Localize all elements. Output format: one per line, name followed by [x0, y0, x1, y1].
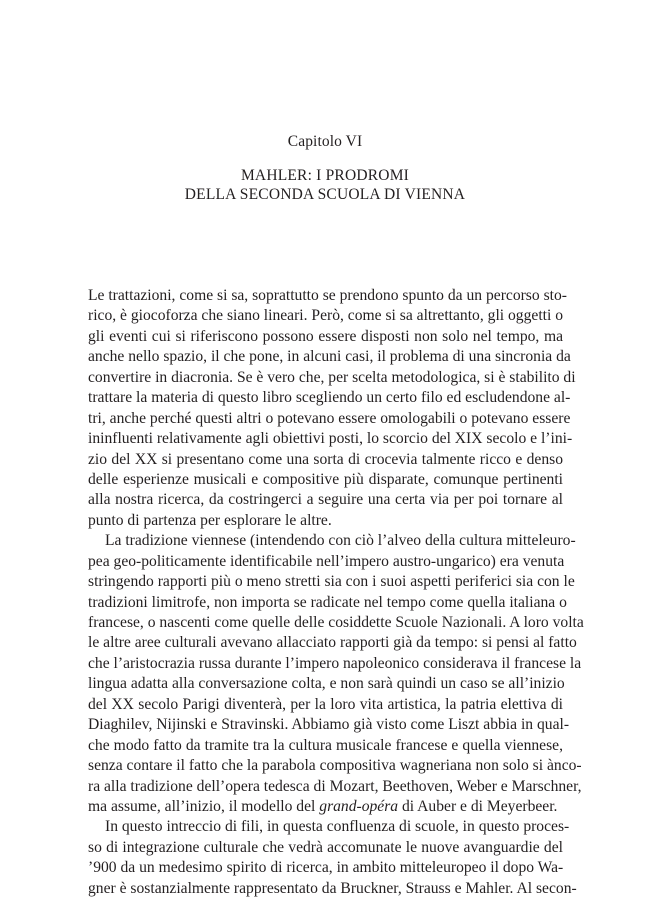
- text-line: ininfluenti relativamente agli obiettivi posti, lo scorcio del XIX secolo e l’ini-: [88, 430, 573, 448]
- text-line: La tradizione viennese (intendendo con ciò l’alveo della cultura mitteleuro-: [105, 532, 576, 550]
- chapter-title-line: MAHLER: I PRODROMI: [240, 167, 410, 184]
- text-line: anche nello spazio, il che pone, in alcuni casi, il problema di una sincronia da: [88, 348, 571, 366]
- text-line: convertire in diacronia. Se è vero che, per scelta metodologica, si è stabilito di: [88, 368, 576, 386]
- text-line: Diaghilev, Nijinski e Stravinski. Abbiamo già visto come Liszt abbia in qual-: [88, 716, 570, 734]
- text-line: so di integrazione culturale che vedrà accomunate le nuove avanguardie del: [88, 838, 563, 856]
- text-line: zio del XX si presentano come una sorta di crocevia talmente ricco e denso: [88, 450, 563, 468]
- text-line: punto di partenza per esplorare le altre.: [88, 511, 332, 529]
- text-line: gner è sostanzialmente rappresentato da Bruckner, Strauss e Mahler. Al secon-: [88, 879, 577, 897]
- text-line: tri, anche perché questi altri o potevano essere omologabili o potevano essere: [88, 409, 571, 427]
- text-line: [88, 797, 563, 817]
- chapter-title-line: DELLA SECONDA SCUOLA DI VIENNA: [184, 186, 466, 203]
- text-line: che modo fatto da tramite tra la cultura musicale francese e quella viennese,: [88, 736, 563, 754]
- text-line: francese, o nascenti come quelle delle cosiddette Scuole Nazionali. A loro volta: [88, 614, 584, 631]
- text-segment: di Auber e di Meyerbeer.: [398, 797, 558, 815]
- text-line: alla nostra ricerca, da costringerci a seguire una certa via per poi tornare al: [88, 491, 563, 509]
- text-line: stringendo rapporti più o meno stretti sia con i suoi aspetti periferici sia con le: [88, 573, 575, 591]
- text-line: gli eventi cui si riferiscono possono essere disposti non solo nel tempo, ma: [88, 327, 563, 345]
- text-line: In questo intreccio di fili, in questa confluenza di scuole, in questo proces-: [105, 818, 570, 836]
- text-line: tradizioni limitrofe, non importa se radicate nel tempo come quella italiana o: [88, 593, 567, 611]
- text-line: ra alla tradizione dell’opera tedesca di Mozart, Beethoven, Weber e Marschner,: [88, 777, 582, 795]
- text-line: ’900 da un medesimo spirito di ricerca, in ambito mitteleuropeo il dopo Wa-: [88, 859, 564, 877]
- italic-term: grand-opéra: [319, 797, 399, 815]
- body-text: [88, 286, 584, 899]
- chapter-number: Capitolo VI: [287, 133, 363, 150]
- text-line: del XX secolo Parigi diventerà, per la loro vita artistica, la patria elettiva di: [88, 695, 563, 713]
- text-line: senza contare il fatto che la parabola compositiva wagneriana non solo si ànco-: [88, 757, 582, 775]
- text-line: rico, è giocoforza che siano lineari. Però, come si sa altrettanto, gli oggetti o: [88, 307, 564, 325]
- text-line: che l’aristocrazia russa durante l’impero napoleonico considerava il francese la: [88, 654, 582, 672]
- text-line: Le trattazioni, come si sa, soprattutto se prendono spunto da un percorso sto-: [88, 287, 567, 304]
- text-line: delle esperienze musicali e compositive più disparate, comunque pertinenti: [88, 470, 563, 488]
- text-line: trattare la materia di questo libro scegliendo un certo filo ed escludendone al-: [88, 389, 571, 407]
- chapter-title: [0, 166, 650, 204]
- text-line: le altre aree culturali avevano allacciato rapporti già da tempo: si pensi al fatto: [88, 634, 577, 652]
- text-line: lingua adatta alla conversazione colta, e non sarà quindi un caso se all’inizio: [88, 675, 565, 693]
- text-segment: ma assume, all’inizio, il modello del: [88, 797, 320, 815]
- text-line: pea geo-politicamente identificabile nell’impero austro-ungarico) era venuta: [88, 552, 565, 570]
